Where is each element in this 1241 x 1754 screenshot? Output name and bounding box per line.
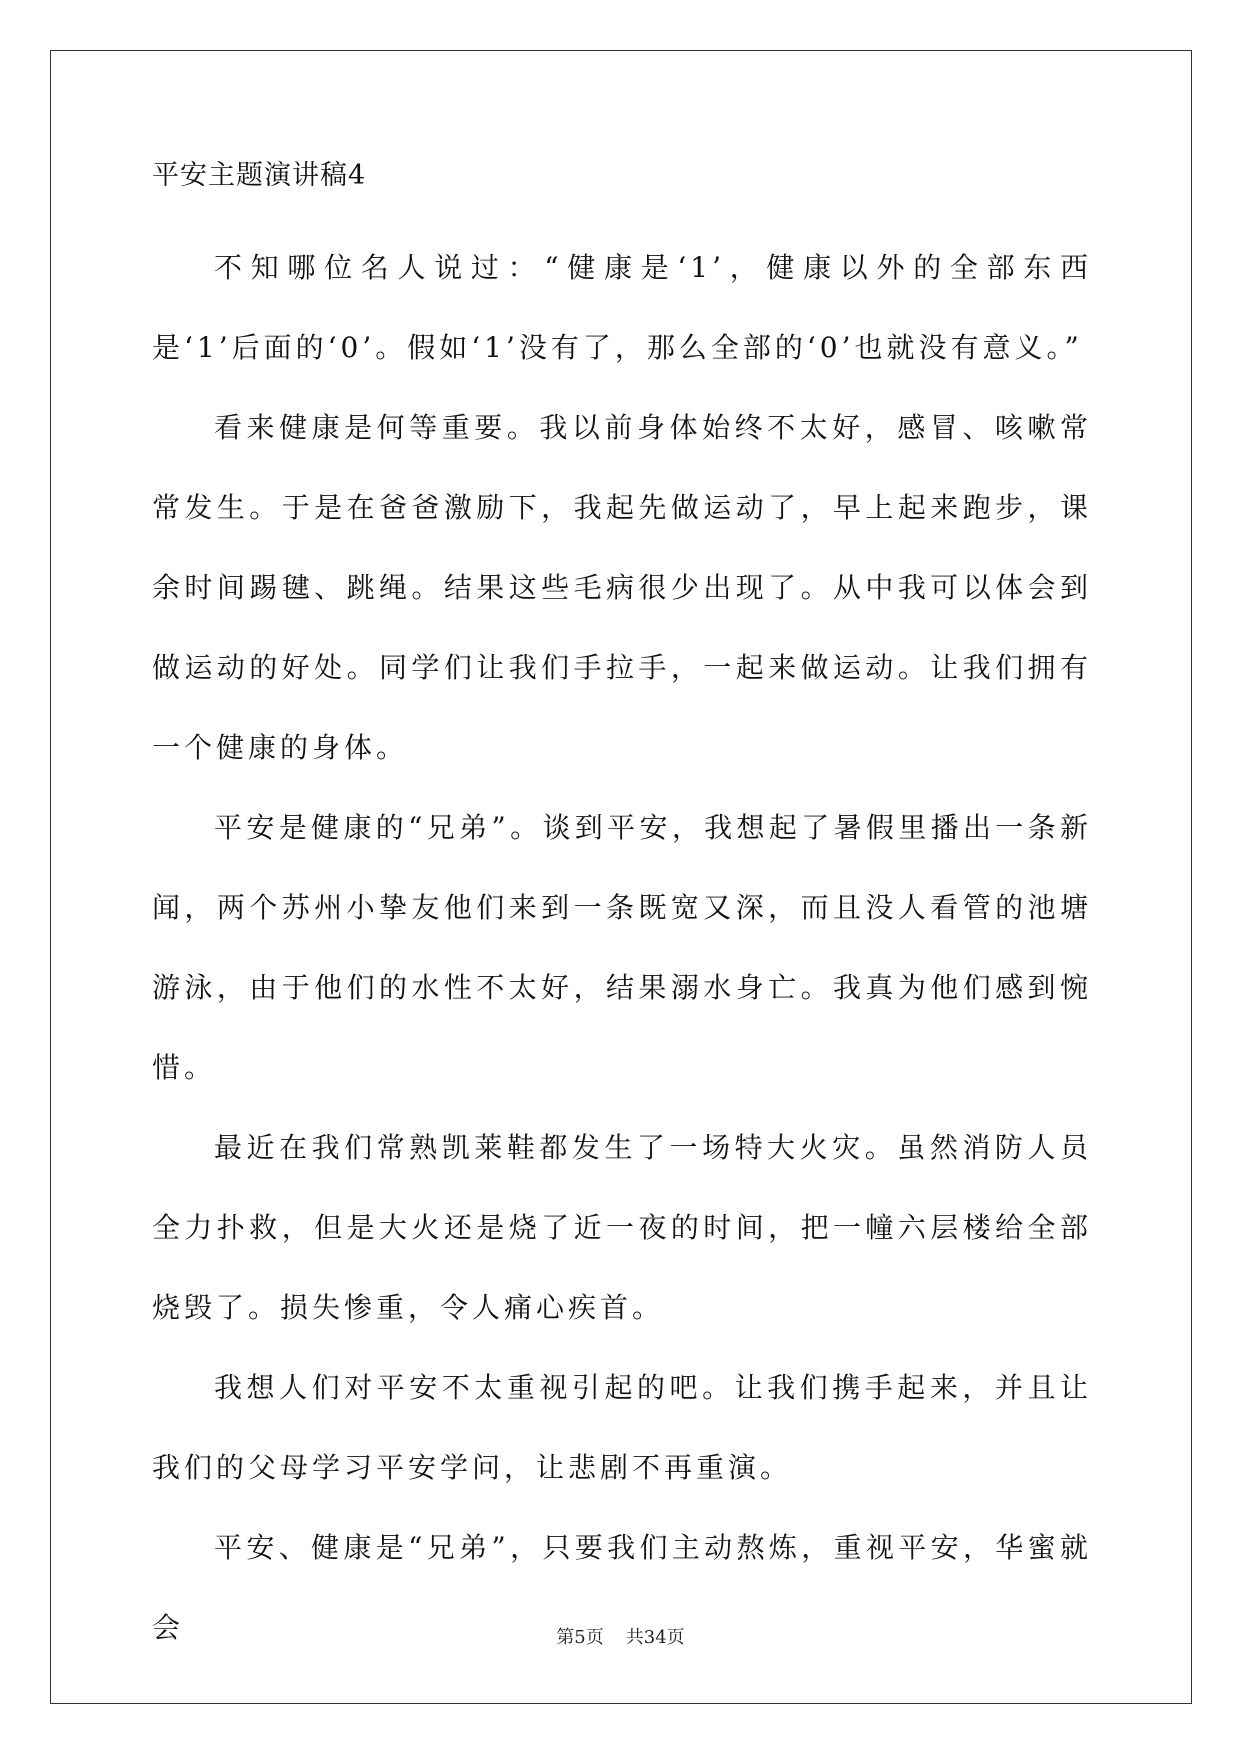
- paragraph: 平安、健康是“兄弟”，只要我们主动熬炼，重视平安，华蜜就会: [152, 1531, 1092, 1644]
- paragraph: 看来健康是何等重要。我以前身体始终不太好，感冒、咳嗽常常发生。于是在爸爸激励下，我起先做运动了，早上起来跑步，课余时间踢毽、跳绳。结果这些毛病很少出现了。从中我可以体会到做运动的好处。同学们让我们手拉手，一起来做运动。让我们拥有一个健康的身体。: [152, 411, 1092, 764]
- paragraph: 最近在我们常熟凯莱鞋都发生了一场特大火灾。虽然消防人员全力扑救，但是大火还是烧了近一夜的时间，把一幢六层楼给全部烧毁了。损失惨重，令人痛心疾首。: [152, 1131, 1092, 1324]
- paragraph: 不知哪位名人说过：“健康是‘1’，健康以外的全部东西是‘1’后面的‘0’。假如‘1’没有了，那么全部的‘0’也就没有意义。”: [152, 251, 1092, 364]
- paragraph: 平安是健康的“兄弟”。谈到平安，我想起了暑假里播出一条新闻，两个苏州小挚友他们来到一条既宽又深，而且没人看管的池塘游泳，由于他们的水性不太好，结果溺水身亡。我真为他们感到惋惜。: [152, 811, 1092, 1084]
- document-title: 平安主题演讲稿4: [152, 160, 367, 191]
- paragraph-list: [152, 228, 1092, 1668]
- page-total: 共34页: [625, 1627, 685, 1648]
- document-body: [152, 158, 1092, 1668]
- page-number: 第5页: [556, 1627, 604, 1648]
- paragraph: 我想人们对平安不太重视引起的吧。让我们携手起来，并且让我们的父母学习平安学问，让悲剧不再重演。: [152, 1371, 1092, 1484]
- page-footer: [0, 1623, 1241, 1649]
